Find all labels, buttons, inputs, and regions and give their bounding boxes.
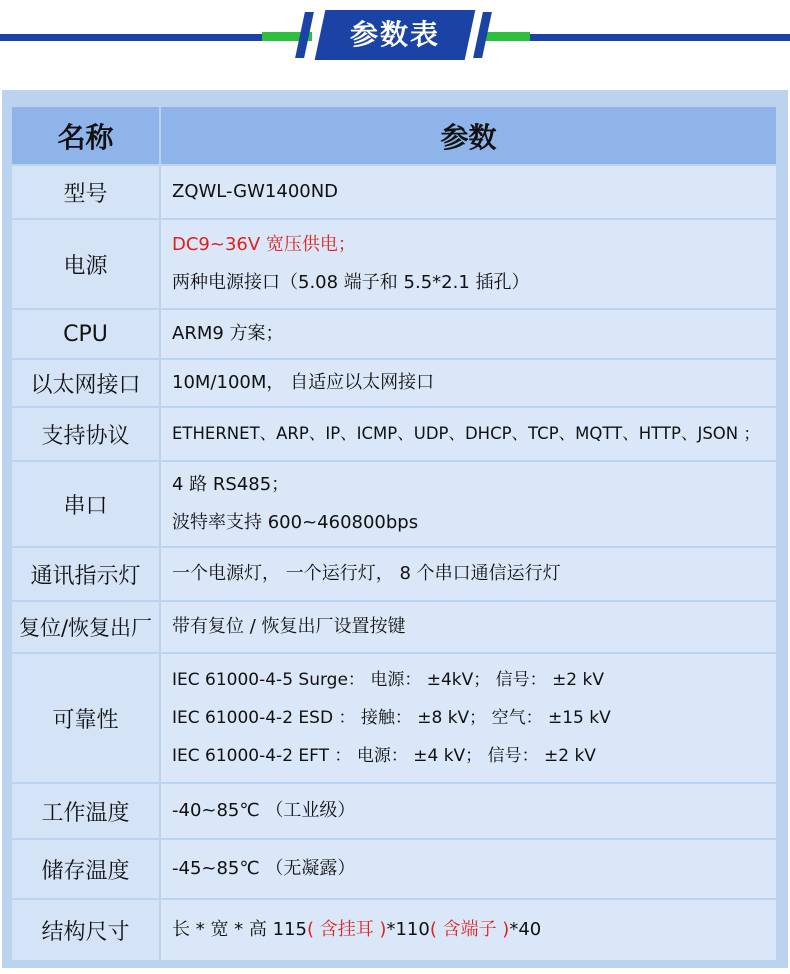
row-value (161, 654, 776, 782)
value-line: IEC 61000-4-2 ESD ： 接触： ±8 kV； 空气： ±15 kV (172, 708, 611, 728)
row-name: 可靠性 (12, 654, 159, 782)
header-name-cell: 名称 (12, 107, 159, 164)
size-mid: *110 (386, 919, 430, 940)
page-header (0, 0, 790, 80)
size-ear-note: ( 含挂耳 ) (306, 919, 387, 940)
size-prefix: 长 * 宽 * 高 115 (172, 919, 307, 940)
table-row (12, 654, 776, 782)
row-name: 储存温度 (12, 840, 159, 898)
row-name: 串口 (12, 462, 159, 546)
table-row (12, 408, 776, 460)
header-rule-right (522, 34, 790, 41)
header-accent-right (480, 32, 530, 41)
header-value-cell: 参数 (161, 107, 776, 164)
value-line-highlight: DC9~36V 宽压供电； (172, 234, 356, 255)
row-value (161, 408, 776, 460)
table-row (12, 166, 776, 218)
table-row (12, 462, 776, 546)
row-name: 型号 (12, 166, 159, 218)
row-value (161, 310, 776, 358)
row-value (161, 840, 776, 898)
value-line: 两种电源接口（5.08 端子和 5.5*2.1 插孔） (172, 272, 530, 293)
row-name: 结构尺寸 (12, 900, 159, 960)
row-value (161, 360, 776, 406)
value-line: 10M/100M， 自适应以太网接口 (172, 372, 435, 393)
row-name: CPU (12, 310, 159, 358)
value-line: ZQWL-GW1400ND (172, 181, 339, 202)
row-value (161, 900, 776, 960)
row-name: 工作温度 (12, 784, 159, 838)
table-header-row (12, 107, 776, 164)
value-line: ARM9 方案； (172, 323, 284, 344)
value-line: IEC 61000-4-5 Surge： 电源： ±4kV； 信号： ±2 kV (172, 670, 605, 690)
row-value (161, 220, 776, 308)
value-line: 波特率支持 600~460800bps (172, 512, 419, 533)
row-value (161, 784, 776, 838)
row-value (161, 548, 776, 600)
row-name: 复位/恢复出厂 (12, 602, 159, 652)
row-value (161, 166, 776, 218)
row-value (161, 462, 776, 546)
table-row (12, 900, 776, 960)
table-row (12, 548, 776, 600)
value-line: ETHERNET、ARP、IP、ICMP、UDP、DHCP、TCP、MQTT、HTTP、JSON ； (172, 424, 760, 443)
value-line: 4 路 RS485； (172, 474, 290, 495)
table-row (12, 840, 776, 898)
size-suffix: *40 (509, 919, 542, 940)
value-line (172, 911, 776, 949)
value-line: 带有复位 / 恢复出厂设置按键 (172, 616, 406, 637)
row-value (161, 602, 776, 652)
size-terminal-note: ( 含端子 ) (429, 919, 510, 940)
row-name: 支持协议 (12, 408, 159, 460)
table-row (12, 220, 776, 308)
table-row (12, 310, 776, 358)
page-title: 参数表 (349, 18, 440, 51)
row-name: 通讯指示灯 (12, 548, 159, 600)
value-line: IEC 61000-4-2 EFT ： 电源： ±4 kV； 信号： ±2 kV (172, 746, 596, 766)
row-name: 以太网接口 (12, 360, 159, 406)
row-name: 电源 (12, 220, 159, 308)
value-line: 一个电源灯， 一个运行灯， 8 个串口通信运行灯 (172, 563, 561, 584)
table-row (12, 602, 776, 652)
value-line: -40~85℃ （工业级） (172, 800, 356, 821)
table-row (12, 784, 776, 838)
header-rule-left (0, 34, 270, 41)
table-row (12, 360, 776, 406)
value-line: -45~85℃ （无凝露） (172, 858, 356, 879)
